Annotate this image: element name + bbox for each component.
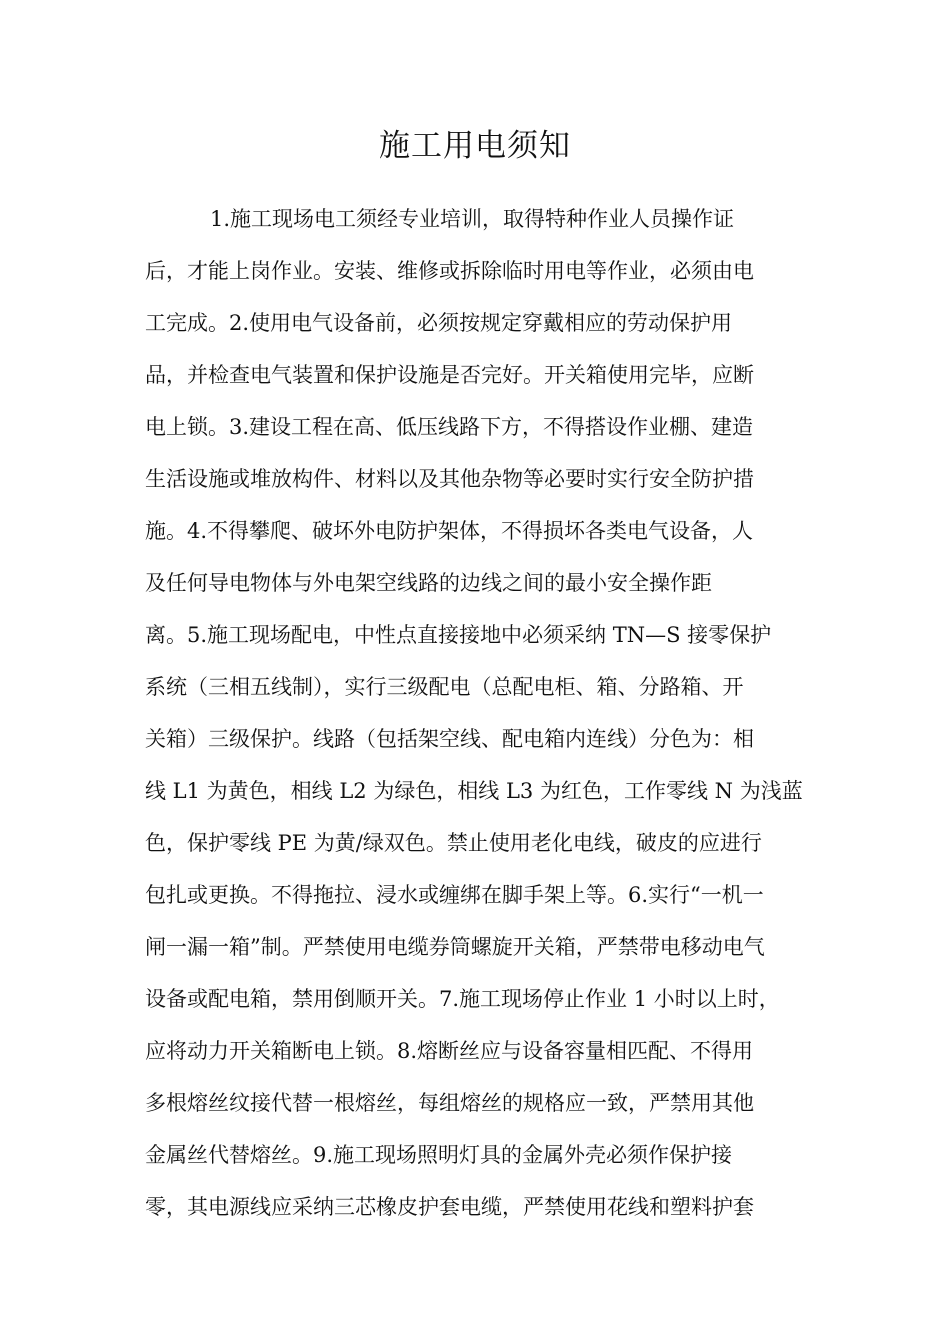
body-line: 金属丝代替熔丝。9.施工现场照明灯具的金属外壳必须作保护接	[145, 1143, 733, 1167]
document-title: 施工用电须知	[379, 128, 571, 164]
body-line: 设备或配电箱，禁用倒顺开关。7.施工现场停止作业 1 小时以上时，	[145, 987, 780, 1011]
body-line: 系统（三相五线制），实行三级配电（总配电柜、箱、分路箱、开	[145, 675, 744, 699]
body-line: 应将动力开关箱断电上锁。8.熔断丝应与设备容量相匹配、不得用	[145, 1039, 754, 1063]
body-line: 多根熔丝纹接代替一根熔丝，每组熔丝的规格应一致，严禁用其他	[145, 1091, 754, 1115]
body-line: 工完成。2.使用电气设备前，必须按规定穿戴相应的劳动保护用	[145, 311, 733, 335]
body-line: 闸一漏一箱”制。严禁使用电缆券筒螺旋开关箱，严禁带电移动电气	[145, 935, 765, 959]
body-line: 线 L1 为黄色，相线 L2 为绿色，相线 L3 为红色，工作零线 N 为浅蓝	[145, 779, 803, 803]
body-line: 包扎或更换。不得拖拉、浸水或缠绑在脚手架上等。6.实行“一机一	[145, 883, 764, 907]
body-line: 生活设施或堆放构件、材料以及其他杂物等必要时实行安全防护措	[145, 467, 754, 491]
body-line: 及任何导电物体与外电架空线路的边线之间的最小安全操作距	[145, 571, 712, 595]
body-line: 施。4.不得攀爬、破坏外电防护架体，不得损坏各类电气设备，人	[145, 519, 754, 543]
body-line: 后，才能上岗作业。安装、维修或拆除临时用电等作业，必须由电	[145, 259, 754, 283]
body-line: 零，其电源线应采纳三芯橡皮护套电缆，严禁使用花线和塑料护套	[145, 1195, 754, 1219]
body-line: 关箱）三级保护。线路（包括架空线、配电箱内连线）分色为：相	[145, 727, 754, 751]
body-line: 离。5.施工现场配电，中性点直接接地中必须采纳 TN—S 接零保护	[145, 623, 772, 647]
body-line: 1.施工现场电工须经专业培训，取得特种作业人员操作证	[210, 207, 735, 231]
body-line: 色，保护零线 PE 为黄/绿双色。禁止使用老化电线，破皮的应进行	[145, 831, 762, 855]
body-line: 电上锁。3.建设工程在高、低压线路下方，不得搭设作业棚、建造	[145, 415, 754, 439]
body-line: 品，并检查电气装置和保护设施是否完好。开关箱使用完毕，应断	[145, 363, 754, 387]
